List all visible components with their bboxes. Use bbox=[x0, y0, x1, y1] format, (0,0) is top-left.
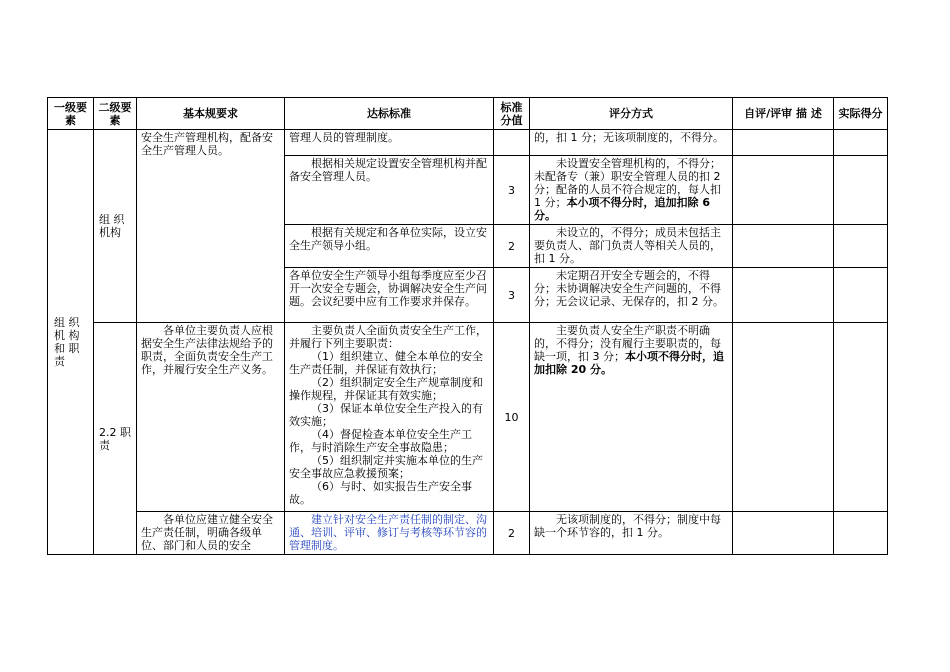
method-penalty-text: 本小项不得分时，追加扣除 6 分。 bbox=[534, 196, 710, 222]
basic-requirement-cell: 安全生产管理机构，配备安全生产管理人员。 bbox=[137, 130, 285, 323]
score-cell: 3 bbox=[494, 268, 530, 323]
method-cell: 未定期召开安全专题会的，不得分；未协调解决安全生产问题的，不得分；无会议记录、无保存的，扣 2 分。 bbox=[530, 268, 733, 323]
method-cell: 的，扣 1 分；无该项制度的，不得分。 bbox=[530, 130, 733, 156]
header-level1: 一级要素 bbox=[48, 98, 94, 130]
table-row bbox=[48, 130, 888, 156]
table-row bbox=[48, 512, 888, 555]
score-cell: 3 bbox=[494, 156, 530, 225]
actual-score-cell bbox=[834, 130, 888, 156]
header-self-eval: 自评/评审 描 述 bbox=[733, 98, 834, 130]
method-text: 主要负责人安全生产职责不明确的，不得分；没有履行主要职责的，每缺一项，扣 3 分； bbox=[534, 324, 721, 363]
self-eval-cell bbox=[733, 225, 834, 268]
duty-item: （4）督促检查本单位安全生产工作，与时消除生产安全事故隐患； bbox=[289, 428, 472, 454]
score-cell: 10 bbox=[494, 323, 530, 512]
self-eval-cell bbox=[733, 130, 834, 156]
standard-cell: 根据相关规定设置安全管理机构并配备安全管理人员。 bbox=[285, 156, 494, 225]
method-cell bbox=[530, 156, 733, 225]
level2-label: 2.2 职责 bbox=[99, 425, 131, 452]
standard-cell: 根据有关规定和各单位实际，设立安全生产领导小组。 bbox=[285, 225, 494, 268]
duty-item: （1）组织建立、健全本单位的安全生产责任制，并保证有效执行； bbox=[289, 350, 483, 376]
method-text: 未设置安全管理机构的，不得分；未配备专（兼）职安全管理人员的扣 2 分；配备的人员不符合规定的，每人扣 1 分； bbox=[534, 157, 721, 209]
standard-cell: 各单位安全生产领导小组每季度应至少召开一次安全专题会，协调解决安全生产问题。会议纪要中应有工作要求并保存。 bbox=[285, 268, 494, 323]
method-cell: 未设立的，不得分；成员未包括主要负责人、部门负责人等相关人员的，扣 1 分。 bbox=[530, 225, 733, 268]
self-eval-cell bbox=[733, 156, 834, 225]
standard-intro: 主要负责人全面负责安全生产工作，并履行下列主要职责： bbox=[289, 324, 487, 350]
actual-score-cell bbox=[834, 268, 888, 323]
actual-score-cell bbox=[834, 225, 888, 268]
method-cell bbox=[530, 323, 733, 512]
duty-item: （6）与时、如实报告生产安全事故。 bbox=[289, 480, 472, 506]
header-row bbox=[48, 98, 888, 130]
method-penalty-text: 本小项不得分时，追加扣除 20 分。 bbox=[534, 350, 724, 376]
score-cell: 2 bbox=[494, 512, 530, 555]
header-score-value: 标准分值 bbox=[494, 98, 530, 130]
score-cell: 2 bbox=[494, 225, 530, 268]
method-cell: 无该项制度的，不得分；制度中每缺一个环节容的，扣 1 分。 bbox=[530, 512, 733, 555]
duty-item: （3）保证本单位安全生产投入的有效实施； bbox=[289, 402, 483, 428]
self-eval-cell bbox=[733, 512, 834, 555]
level2-cell-org bbox=[94, 130, 137, 323]
self-eval-cell bbox=[733, 268, 834, 323]
evaluation-table bbox=[47, 97, 888, 555]
header-actual-score: 实际得分 bbox=[834, 98, 888, 130]
actual-score-cell bbox=[834, 156, 888, 225]
level2-label: 组 织 机构 bbox=[99, 213, 125, 239]
actual-score-cell bbox=[834, 323, 888, 512]
actual-score-cell bbox=[834, 512, 888, 555]
level2-cell-duty bbox=[94, 323, 137, 555]
header-standard: 达标标准 bbox=[285, 98, 494, 130]
basic-requirement-cell: 各单位主要负责人应根据安全生产法律法规给予的职责，全面负责安全生产工作，并履行安全生产义务。 bbox=[137, 323, 285, 512]
self-eval-cell bbox=[733, 323, 834, 512]
duty-item: （2）组织制定安全生产规章制度和操作规程，并保证其有效实施； bbox=[289, 376, 483, 402]
header-level2: 二级要素 bbox=[94, 98, 137, 130]
standard-cell bbox=[285, 323, 494, 512]
header-basic-requirement: 基本规要求 bbox=[137, 98, 285, 130]
standard-cell: 管理人员的管理制度。 bbox=[285, 130, 494, 156]
duty-item: （5）组织制定并实施本单位的生产安全事故应急救援预案； bbox=[289, 454, 483, 480]
table-row bbox=[48, 323, 888, 512]
level1-label: 组 织 机 构 和 职 责 bbox=[54, 316, 80, 368]
standard-cell: 建立针对安全生产责任制的制定、沟通、培训、评审、修订与考核等环节容的管理制度。 bbox=[285, 512, 494, 555]
level1-cell bbox=[48, 130, 94, 555]
basic-requirement-cell: 各单位应建立健全安全生产责任制，明确各级单位、部门和人员的安全 bbox=[137, 512, 285, 555]
header-scoring-method: 评分方式 bbox=[530, 98, 733, 130]
score-cell bbox=[494, 130, 530, 156]
